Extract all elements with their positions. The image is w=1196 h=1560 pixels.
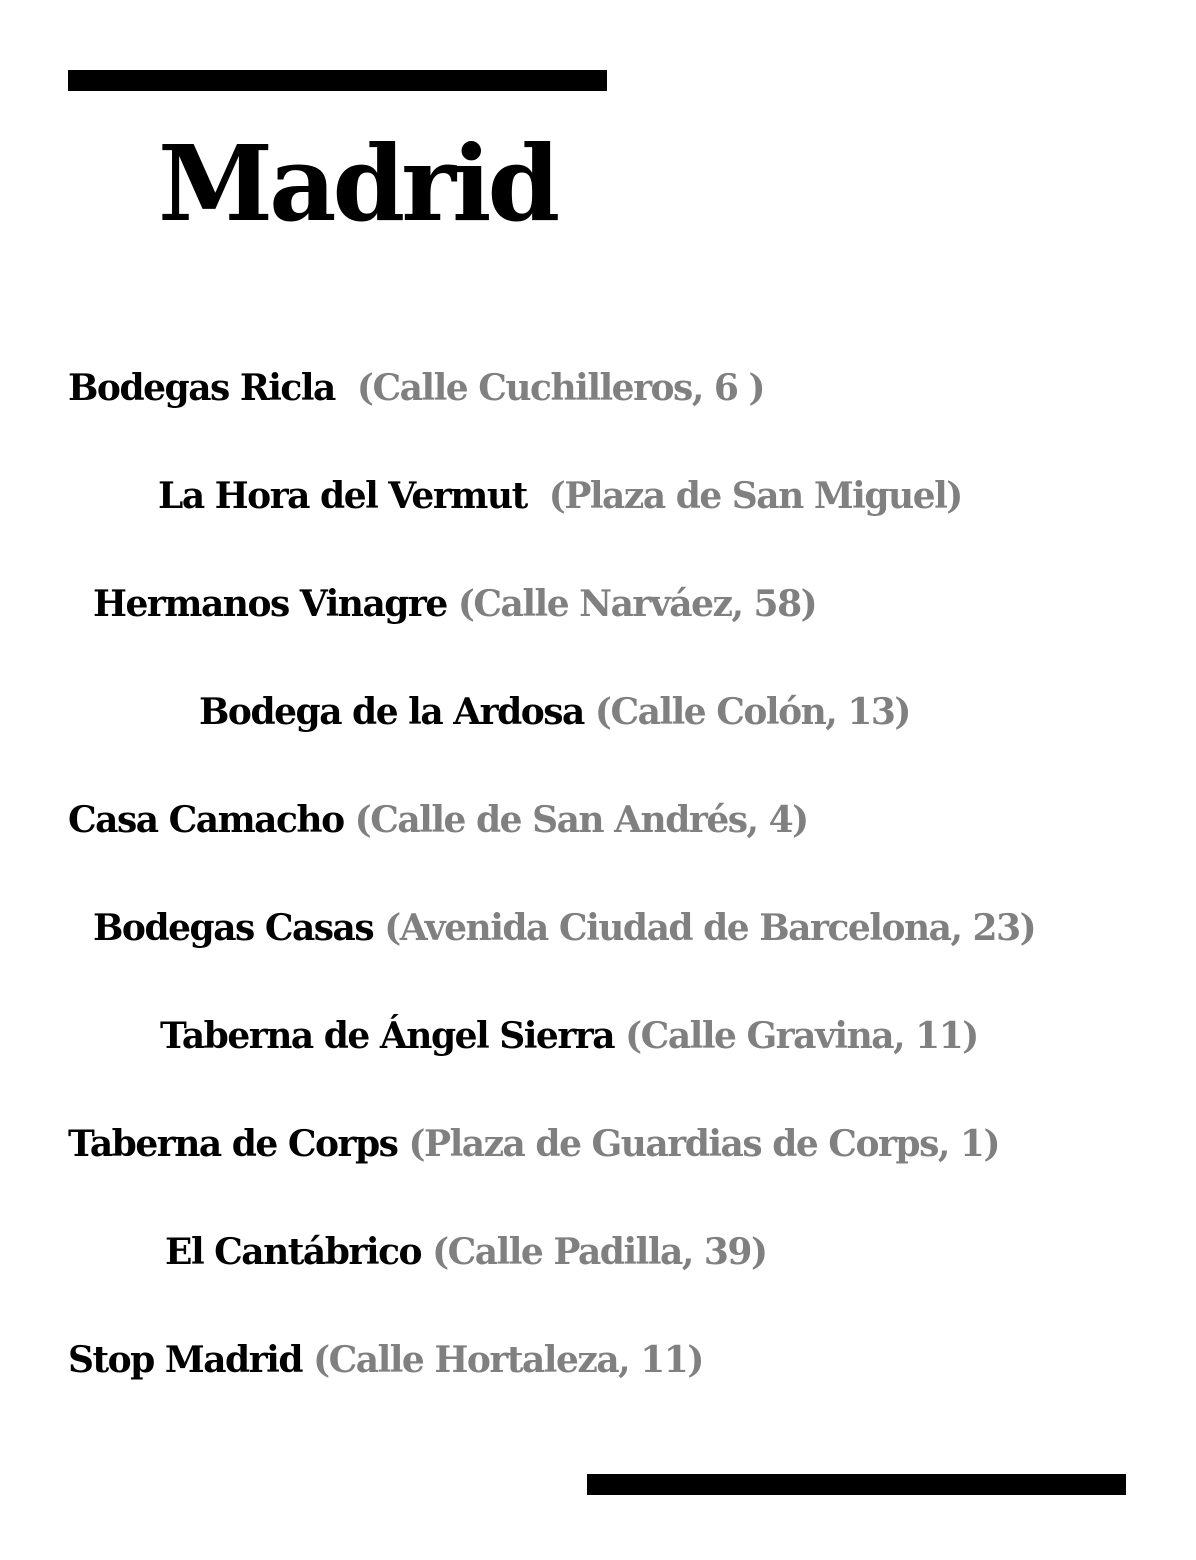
bar-name: Stop Madrid xyxy=(68,1339,303,1381)
bar-address: (Plaza de Guardias de Corps, 1) xyxy=(408,1123,1000,1165)
list-item xyxy=(160,1014,978,1058)
bar-name: La Hora del Vermut xyxy=(158,475,527,517)
list-item xyxy=(68,1338,703,1382)
bar-name: Bodega de la Ardosa xyxy=(199,691,584,733)
bar-name: Hermanos Vinagre xyxy=(93,583,447,625)
bar-address: (Calle Cuchilleros, 6 ) xyxy=(356,367,765,409)
bottom-rule xyxy=(587,1474,1126,1495)
list-item xyxy=(158,474,962,518)
list-item xyxy=(199,690,910,734)
list-item xyxy=(165,1230,767,1274)
bar-address: (Calle Hortaleza, 11) xyxy=(313,1339,703,1381)
bar-name: Bodegas Ricla xyxy=(68,367,335,409)
bar-address: (Avenida Ciudad de Barcelona, 23) xyxy=(384,907,1036,949)
bar-name: Casa Camacho xyxy=(68,799,344,841)
top-rule xyxy=(68,70,607,91)
bar-address: (Calle de San Andrés, 4) xyxy=(354,799,808,841)
bar-name: El Cantábrico xyxy=(165,1231,422,1273)
list-item xyxy=(93,582,816,626)
bar-name: Taberna de Ángel Sierra xyxy=(160,1015,615,1057)
list-item xyxy=(68,1122,999,1166)
bar-address: (Calle Narváez, 58) xyxy=(457,583,817,625)
page-title: Madrid xyxy=(158,122,557,245)
bar-name: Bodegas Casas xyxy=(93,907,374,949)
bar-address: (Calle Gravina, 11) xyxy=(625,1015,978,1057)
bar-address: (Calle Padilla, 39) xyxy=(432,1231,767,1273)
bar-name: Taberna de Corps xyxy=(68,1123,398,1165)
list-item xyxy=(93,906,1035,950)
list-item xyxy=(68,798,808,842)
list-item xyxy=(68,366,764,410)
bar-address: (Plaza de San Miguel) xyxy=(548,475,962,517)
bar-address: (Calle Colón, 13) xyxy=(594,691,910,733)
